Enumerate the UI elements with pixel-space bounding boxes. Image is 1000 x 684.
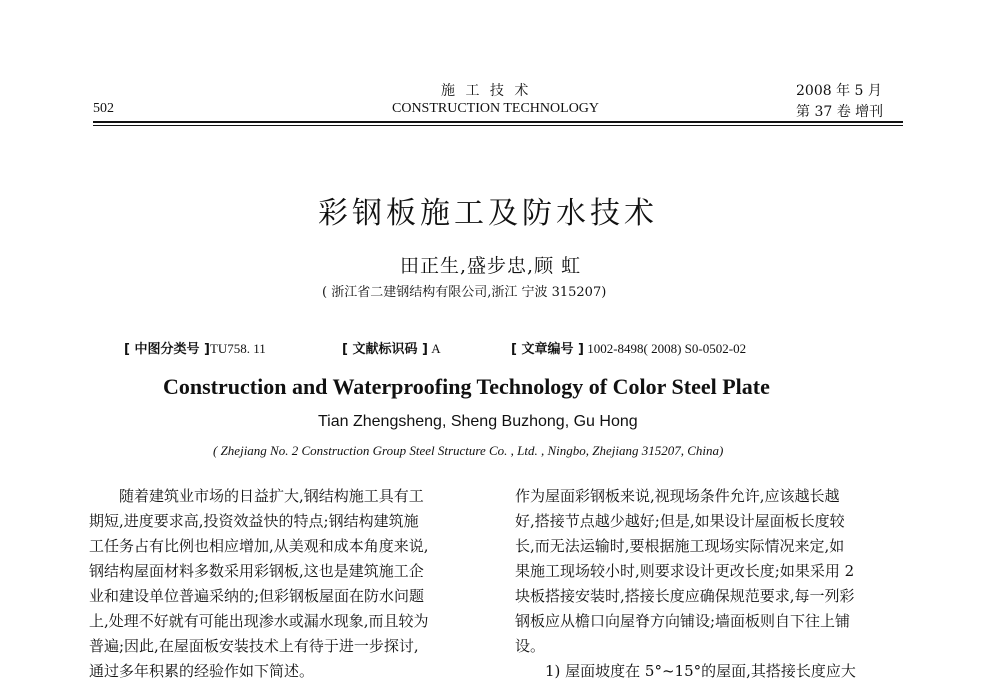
document-code [342,338,441,357]
text-line: 长,而无法运输时,要根据施工现场实际情况来定,如 [515,537,845,555]
journal-name-zh: 施 工 技 术 [441,83,532,99]
header-rule-thin [93,125,903,126]
text-line: 工任务占有比例也相应增加,从美观和成本角度来说, [89,537,429,555]
volume-issue: 第 37 卷 增刊 [796,104,884,120]
text-line: 设。 [515,637,546,655]
body-left-column [89,484,489,684]
text-line: 通过多年积累的经验作如下简述。 [89,662,315,680]
text-line: 1) 屋面坡度在 5°~15°的屋面,其搭接长度应大 [545,662,856,680]
authors-zh: 田正生,盛步忠,顾 虹 [400,255,582,277]
text-line: 业和建设单位普遍采纳的;但彩钢板屋面在防水问题 [89,587,425,605]
journal-name-en: CONSTRUCTION TECHNOLOGY [392,101,600,116]
authors-en: Tian Zhengsheng, Sheng Buzhong, Gu Hong [318,413,638,430]
article-no-label: [ 文章编号 ] [511,342,584,357]
text-line: 随着建筑业市场的日益扩大,钢结构施工具有工 [119,487,424,505]
doc-code-value: A [431,341,441,356]
affiliation-zh: ( 浙江省二建钢结构有限公司,浙江 宁波 315207) [322,285,607,300]
text-line: 好,搭接节点越少越好;但是,如果设计屋面板长度较 [515,512,845,530]
issue-date: 2008 年 5 月 [796,83,882,99]
text-line: 钢结构屋面材料多数采用彩钢板,这也是建筑施工企 [89,562,424,580]
clc-value: TU758. 11 [209,341,266,356]
clc-label: [ 中图分类号 ] [124,342,210,357]
article-title-en: Construction and Waterproofing Technology of Color Steel Plate [163,374,770,399]
page-number: 502 [93,101,114,116]
text-line: 果施工现场较小时,则要求设计更改长度;如果采用 2 [515,562,855,580]
body-right-column [515,484,915,684]
text-line: 期短,进度要求高,投资效益快的特点;钢结构建筑施 [89,512,419,530]
text-line: 钢板应从檐口向屋脊方向铺设;墙面板则自下往上铺 [515,612,851,630]
text-line: 作为屋面彩钢板来说,视现场条件允许,应该越长越 [515,487,840,505]
text-line: 普遍;因此,在屋面板安装技术上有待于进一步探讨, [89,637,419,655]
header-rule-thick [93,121,903,123]
text-line: 块板搭接安装时,搭接长度应确保规范要求,每一列彩 [515,587,855,605]
clc-number [124,338,266,357]
article-number [511,338,746,357]
doc-code-label: [ 文献标识码 ] [342,342,428,357]
text-line: 上,处理不好就有可能出现渗水或漏水现象,而且较为 [89,612,429,630]
affiliation-en: ( Zhejiang No. 2 Construction Group Steel Structure Co. , Ltd. , Ningbo, Zhejiang 315207, China) [213,443,724,458]
article-title-zh: 彩钢板施工及防水技术 [318,196,658,231]
article-no-value: 1002-8498( 2008) S0-0502-02 [587,341,747,356]
